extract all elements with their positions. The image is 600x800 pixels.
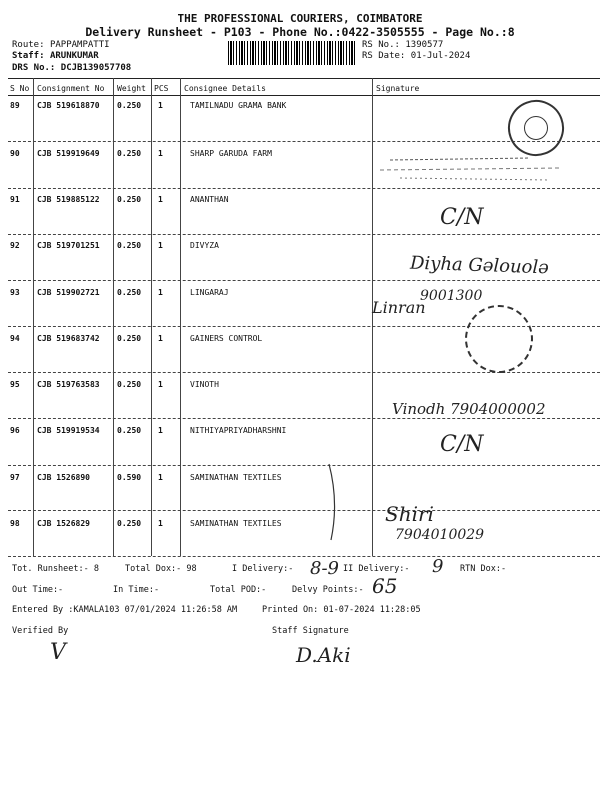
staff-value: ARUNKUMAR bbox=[49, 51, 99, 61]
staff-signature: D.Aki bbox=[296, 643, 351, 667]
table-header-border bbox=[8, 95, 600, 96]
row-pcs: 1 bbox=[158, 241, 163, 250]
row-consignee: LINGARAJ bbox=[190, 288, 229, 297]
row-weight: 0.250 bbox=[117, 149, 142, 158]
table-bottom-border bbox=[8, 556, 600, 557]
staff-line: Staff: ARUNKUMAR bbox=[12, 51, 99, 61]
col-header-signature: Signature bbox=[376, 84, 420, 93]
row-sno: 91 bbox=[10, 195, 20, 204]
row-sno: 93 bbox=[10, 288, 20, 297]
row-consignee: GAINERS CONTROL bbox=[190, 334, 263, 343]
row-consignment: CJB 519902721 bbox=[37, 288, 100, 297]
row-pcs: 1 bbox=[158, 426, 163, 435]
row-consignee: VINOTH bbox=[190, 380, 219, 389]
rtn-dox: RTN Dox:- bbox=[460, 564, 507, 574]
row-sno: 90 bbox=[10, 149, 20, 158]
row-consignee: SHARP GARUDA FARM bbox=[190, 149, 272, 158]
signature-row93-phone: 9001300 bbox=[420, 288, 483, 304]
row-consignment: CJB 519763583 bbox=[37, 380, 100, 389]
row-pcs: 1 bbox=[158, 101, 163, 110]
signature-row93: Linran bbox=[372, 298, 426, 317]
row-consignment: CJB 519919534 bbox=[37, 426, 100, 435]
signature-row95: Vinodh 7904000002 bbox=[392, 400, 546, 418]
row-consignment: CJB 519618870 bbox=[37, 101, 100, 110]
row-divider bbox=[8, 280, 600, 281]
row-sno: 95 bbox=[10, 380, 20, 389]
row-divider bbox=[8, 465, 600, 466]
row-consignee: SAMINATHAN TEXTILES bbox=[190, 473, 282, 482]
table-row bbox=[0, 473, 600, 519]
row-divider bbox=[8, 418, 600, 419]
rs-no-value: 1390577 bbox=[405, 40, 444, 50]
staff-signature-label: Staff Signature bbox=[272, 626, 349, 636]
row-sno: 98 bbox=[10, 519, 20, 528]
company-title: THE PROFESSIONAL COURIERS, COIMBATORE bbox=[177, 12, 423, 25]
signature-row98: Shiri bbox=[385, 502, 434, 526]
table-row bbox=[0, 519, 600, 565]
row-sno: 94 bbox=[10, 334, 20, 343]
i-delivery-value: 8-9 bbox=[310, 558, 339, 579]
row-weight: 0.250 bbox=[117, 519, 142, 528]
i-delivery-label: I Delivery:- bbox=[232, 564, 294, 574]
row-pcs: 1 bbox=[158, 473, 163, 482]
row-weight: 0.250 bbox=[117, 288, 142, 297]
row-consignee: SAMINATHAN TEXTILES bbox=[190, 519, 282, 528]
table-top-border bbox=[8, 78, 600, 79]
col-header-pcs: PCS bbox=[154, 84, 169, 93]
row-sno: 96 bbox=[10, 426, 20, 435]
signature-row91: C/N bbox=[440, 205, 484, 230]
col-header-consignment: Consignment No bbox=[37, 84, 105, 93]
drs-value: DCJB139057708 bbox=[60, 63, 132, 73]
row-consignment: CJB 519885122 bbox=[37, 195, 100, 204]
verified-by-label: Verified By bbox=[12, 626, 69, 636]
tot-runsheet: Tot. Runsheet:- 8 bbox=[12, 564, 99, 574]
row-weight: 0.590 bbox=[117, 473, 142, 482]
route-line: Route: PAPPAMPATTI bbox=[12, 40, 110, 50]
row-consignment: CJB 519683742 bbox=[37, 334, 100, 343]
row-pcs: 1 bbox=[158, 334, 163, 343]
row-divider bbox=[8, 188, 600, 189]
verified-by-signature: V bbox=[50, 640, 66, 665]
total-dox: Total Dox:- 98 bbox=[125, 564, 197, 574]
faded-stamp-marks bbox=[380, 150, 580, 186]
row-consignment: CJB 1526829 bbox=[37, 519, 90, 528]
row-pcs: 1 bbox=[158, 519, 163, 528]
row-weight: 0.250 bbox=[117, 334, 142, 343]
rs-date-value: 01-Jul-2024 bbox=[410, 51, 471, 61]
rs-no-line: RS No.: 1390577 bbox=[362, 40, 444, 50]
total-pod: Total POD:- bbox=[210, 585, 267, 595]
col-header-consignee: Consignee Details bbox=[184, 84, 266, 93]
col-header-sno: S No bbox=[10, 84, 30, 93]
row-weight: 0.250 bbox=[117, 195, 142, 204]
row-divider bbox=[8, 510, 600, 511]
row-weight: 0.250 bbox=[117, 426, 142, 435]
row-consignment: CJB 519701251 bbox=[37, 241, 100, 250]
row-divider bbox=[8, 234, 600, 235]
row-weight: 0.250 bbox=[117, 241, 142, 250]
row-divider bbox=[8, 372, 600, 373]
row-pcs: 1 bbox=[158, 380, 163, 389]
signature-row92: Diyha Gəlouolə bbox=[409, 252, 550, 279]
delvy-points-value: 65 bbox=[372, 574, 398, 598]
row-consignee: DIVYZA bbox=[190, 241, 219, 250]
out-time: Out Time:- bbox=[12, 585, 64, 595]
ii-delivery-label: II Delivery:- bbox=[343, 564, 410, 574]
row-pcs: 1 bbox=[158, 288, 163, 297]
route-value: PAPPAMPATTI bbox=[49, 40, 110, 50]
delvy-points-label: Delvy Points:- bbox=[292, 585, 364, 595]
row-consignee: NITHIYAPRIYADHARSHNI bbox=[190, 426, 287, 435]
row-weight: 0.250 bbox=[117, 380, 142, 389]
row-sno: 89 bbox=[10, 101, 20, 110]
bank-stamp-inner bbox=[524, 116, 548, 140]
row-consignee: TAMILNADU GRAMA BANK bbox=[190, 101, 287, 110]
row-weight: 0.250 bbox=[117, 101, 142, 110]
row-consignee: ANANTHAN bbox=[190, 195, 229, 204]
drs-line: DRS No.: DCJB139057708 bbox=[12, 63, 132, 73]
row-pcs: 1 bbox=[158, 195, 163, 204]
row-consignment: CJB 519919649 bbox=[37, 149, 100, 158]
barcode bbox=[228, 41, 356, 65]
entered-by: Entered By :KAMALA103 07/01/2024 11:26:58 AM bbox=[12, 605, 238, 615]
runsheet-subtitle: Delivery Runsheet - P103 - Phone No.:0422-3505555 - Page No.:8 bbox=[85, 25, 515, 39]
in-time: In Time:- bbox=[113, 585, 160, 595]
row-consignment: CJB 1526890 bbox=[37, 473, 90, 482]
col-header-weight: Weight bbox=[117, 84, 146, 93]
printed-on: Printed On: 01-07-2024 11:28:05 bbox=[262, 605, 421, 615]
signature-row96: C/N bbox=[440, 432, 484, 457]
row-sno: 92 bbox=[10, 241, 20, 250]
row-sno: 97 bbox=[10, 473, 20, 482]
ii-delivery-value: 9 bbox=[432, 556, 444, 577]
bracket-mark bbox=[325, 462, 345, 542]
row-pcs: 1 bbox=[158, 149, 163, 158]
signature-row98-phone: 7904010029 bbox=[395, 527, 485, 543]
rs-date-line: RS Date: 01-Jul-2024 bbox=[362, 51, 471, 61]
